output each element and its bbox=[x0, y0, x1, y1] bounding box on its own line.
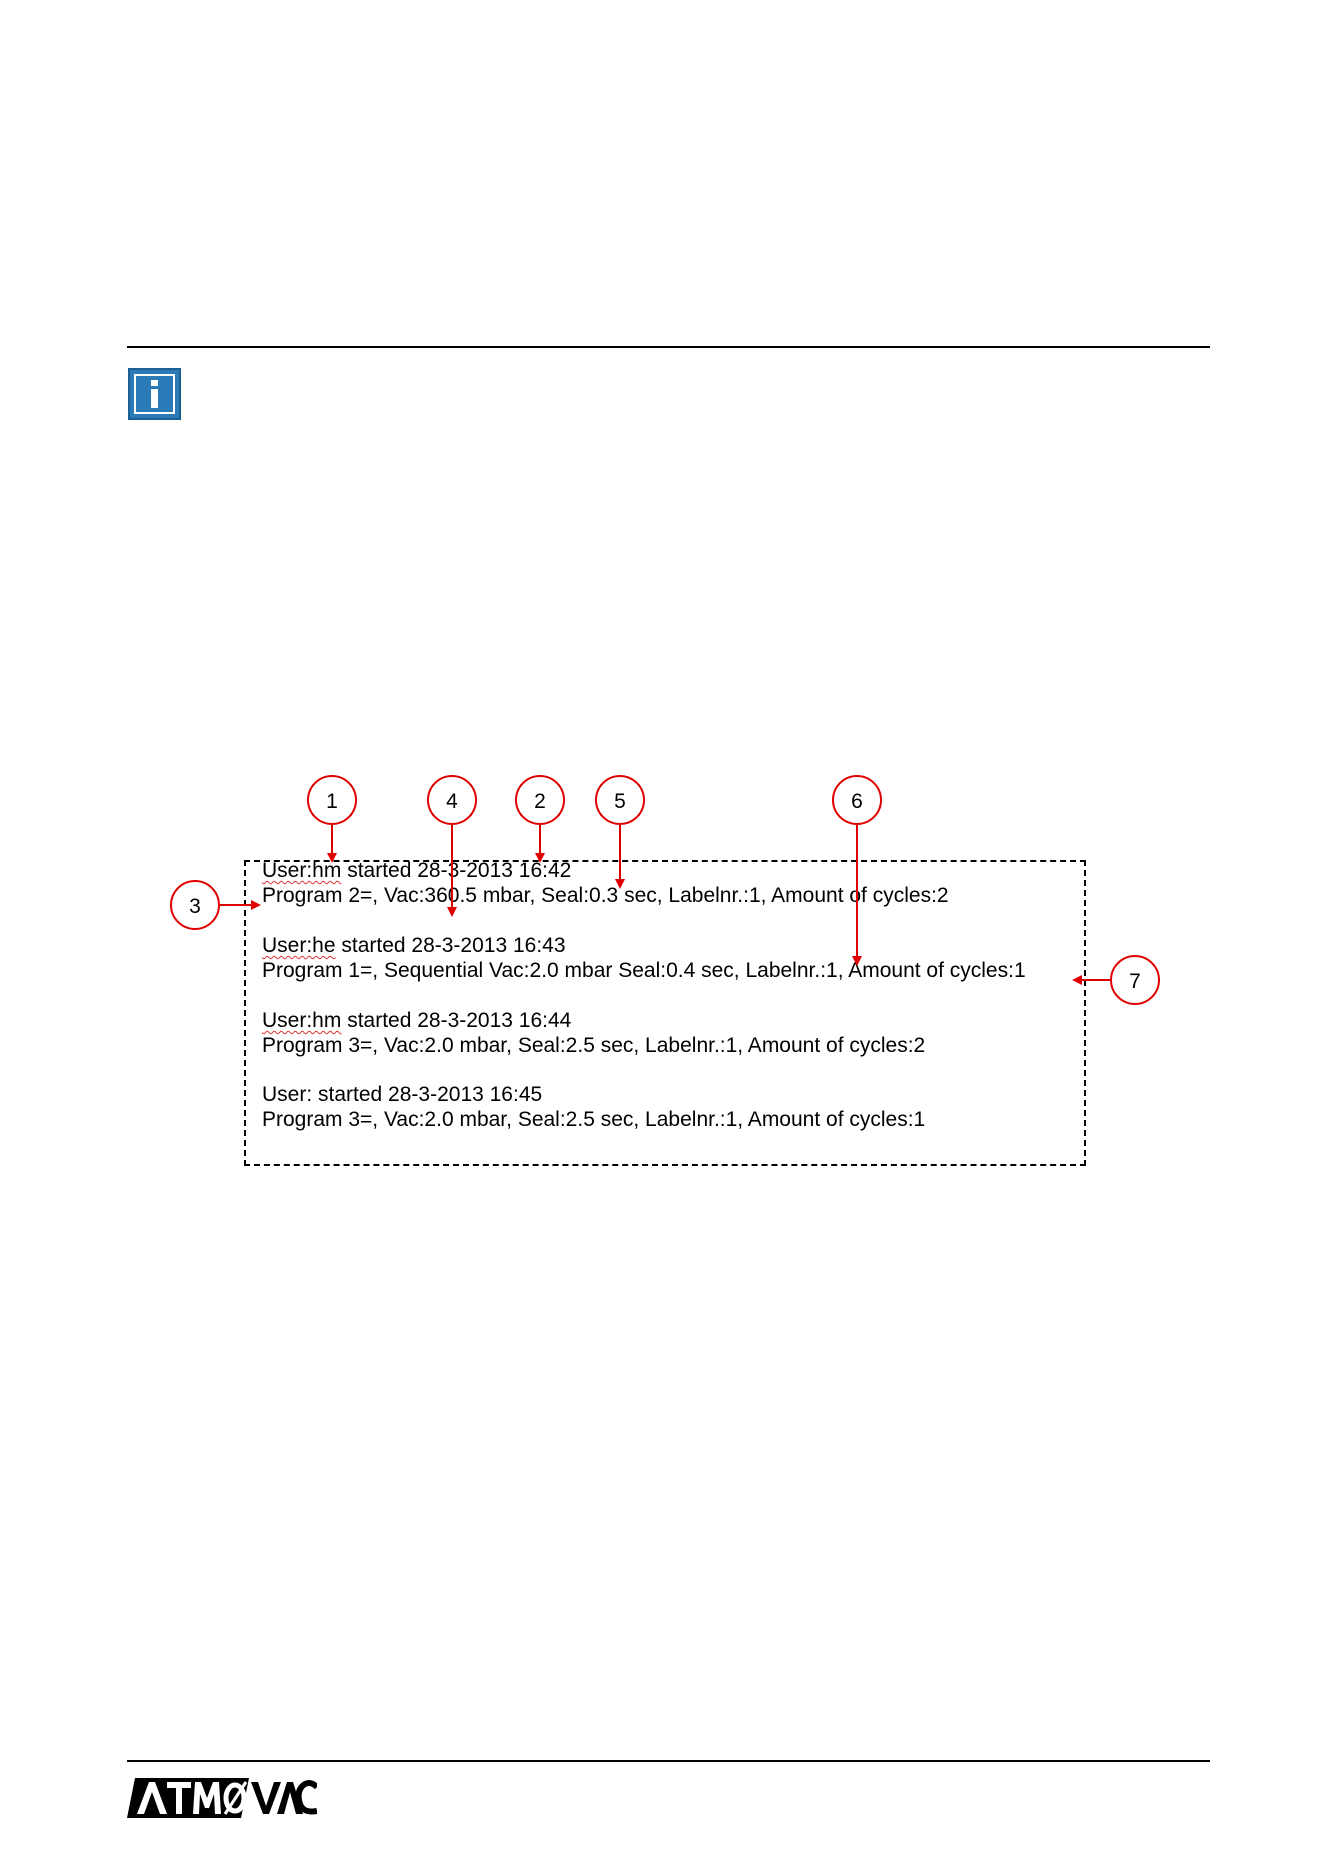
log-entry-2-program: Program 1=, Sequential Vac:2.0 mbar Seal:0.4 sec, Labelnr.:1, Amount of cycles:1 bbox=[262, 959, 1026, 982]
log-entry-1-user: User:hm bbox=[262, 859, 342, 882]
atmovac-logo bbox=[127, 1778, 317, 1818]
callout-3-label: 3 bbox=[189, 895, 201, 918]
log-entry-1-program: Program 2=, Vac:360.5 mbar, Seal:0.3 sec, Labelnr.:1, Amount of cycles:2 bbox=[262, 884, 949, 907]
callout-6-label: 6 bbox=[851, 790, 863, 813]
bottom-rule bbox=[127, 1760, 1210, 1762]
callout-5-label: 5 bbox=[614, 790, 626, 813]
callout-7-label: 7 bbox=[1129, 970, 1141, 993]
log-entry-4-program: Program 3=, Vac:2.0 mbar, Seal:2.5 sec, Labelnr.:1, Amount of cycles:1 bbox=[262, 1108, 926, 1131]
callout-4-label: 4 bbox=[446, 790, 458, 813]
log-entry-4-started: started 28-3-2013 16:45 bbox=[312, 1083, 543, 1106]
log-entry-1-started: started 28-3-2013 16:42 bbox=[341, 859, 572, 882]
log-entry-3-program: Program 3=, Vac:2.0 mbar, Seal:2.5 sec, Labelnr.:1, Amount of cycles:2 bbox=[262, 1034, 926, 1057]
log-entry-2-started: started 28-3-2013 16:43 bbox=[335, 934, 566, 957]
log-entry-2-user: User:he bbox=[262, 934, 336, 957]
callout-1-label: 1 bbox=[326, 790, 338, 813]
log-entry-4-user: User: bbox=[262, 1083, 313, 1106]
callout-2-label: 2 bbox=[534, 790, 546, 813]
log-entry-3-user: User:hm bbox=[262, 1009, 342, 1032]
log-entry-3-started: started 28-3-2013 16:44 bbox=[341, 1009, 572, 1032]
